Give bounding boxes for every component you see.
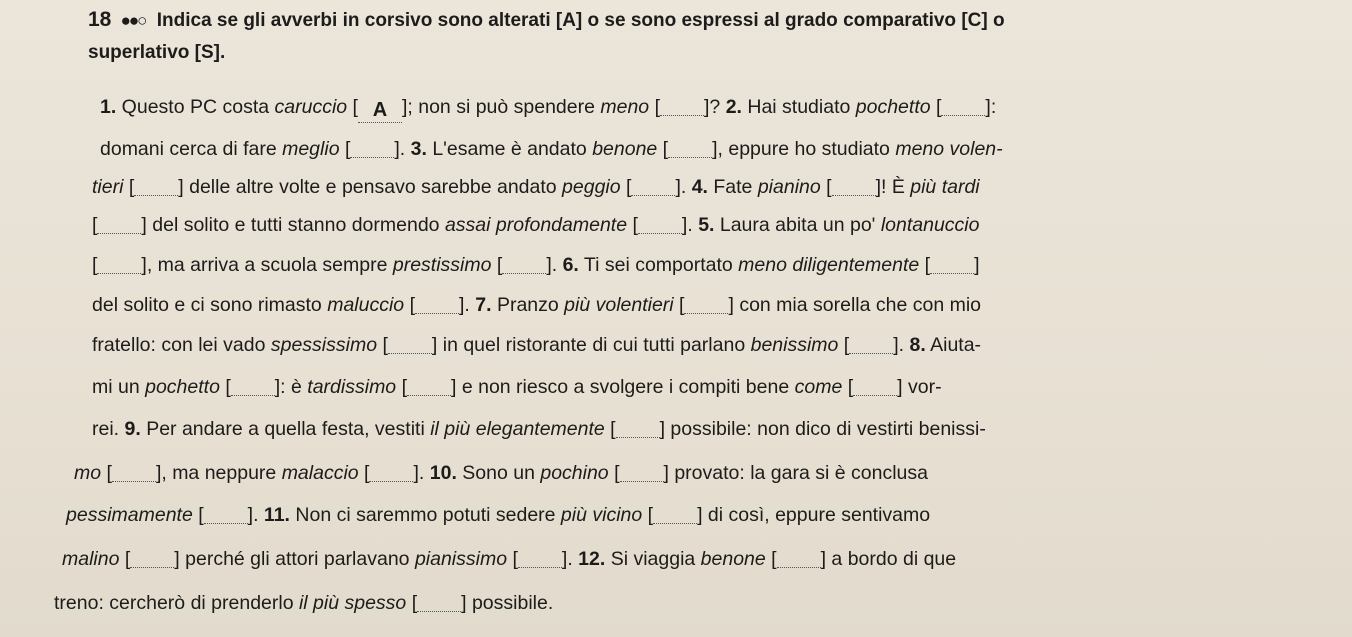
sentence-text: [ <box>396 376 407 398</box>
answer-blank-b20[interactable] <box>853 373 897 396</box>
exercise-heading <box>88 4 1328 69</box>
sentence-text: ]. <box>675 176 692 198</box>
answer-blank-b16[interactable] <box>388 331 432 354</box>
instruction-line-2: superlativo [S]. <box>88 42 226 63</box>
sentence-text: ] con mia sorella che con mio <box>728 294 982 316</box>
adverb-italic: prestissimo <box>392 254 492 276</box>
sentence-text: [ <box>358 462 370 484</box>
adverb-italic: benone <box>592 138 658 160</box>
adverb-italic: malino <box>62 548 120 570</box>
answer-blank-b27[interactable] <box>130 545 174 568</box>
sentence-text: [ <box>820 176 832 198</box>
item-number: 7. <box>475 294 492 316</box>
item-number: 10. <box>429 462 457 484</box>
exercise-number: 18 <box>88 8 112 31</box>
adverb-italic: pochetto <box>855 96 931 118</box>
answer-blank-b23[interactable] <box>369 459 413 482</box>
difficulty-dots: ●●○ <box>120 11 146 30</box>
answer-blank-b29[interactable] <box>777 545 821 568</box>
item-number: 8. <box>909 334 926 356</box>
answer-blank-b3[interactable] <box>941 93 985 116</box>
answer-blank-b4[interactable] <box>350 135 394 158</box>
text-line <box>92 250 979 280</box>
text-line <box>92 372 942 402</box>
answer-blank-b8[interactable] <box>832 173 876 196</box>
text-line <box>92 414 986 444</box>
adverb-italic: il più spesso <box>298 592 407 614</box>
adverb-italic: come <box>794 376 843 398</box>
sentence-text: ]. <box>413 462 430 484</box>
item-number: 3. <box>410 138 427 160</box>
sentence-text: Questo PC costa <box>116 96 275 118</box>
sentence-text: ]. <box>247 504 264 526</box>
item-number: 1. <box>100 96 117 118</box>
sentence-text: Laura abita un po' <box>714 214 881 236</box>
answer-blank-b21[interactable] <box>616 415 660 438</box>
sentence-text: ] delle altre volte e pensavo sarebbe andato <box>178 176 563 198</box>
sentence-text: [ <box>627 214 638 236</box>
answer-blank-b11[interactable] <box>97 251 141 274</box>
text-line <box>62 544 956 574</box>
sentence-text: ]. <box>394 138 411 160</box>
text-line <box>92 172 980 202</box>
text-line <box>54 588 553 618</box>
sentence-text: [ <box>765 548 777 570</box>
answer-blank-b13[interactable] <box>930 251 974 274</box>
adverb-italic: spessissimo <box>270 334 378 356</box>
sentence-text: Hai studiato <box>741 96 856 118</box>
sentence-text: Sono un <box>456 462 541 484</box>
text-line <box>92 330 981 360</box>
sentence-text: ] in quel ristorante di cui tutti parlano <box>431 334 751 356</box>
sentence-text: fratello: con lei vado <box>92 334 271 356</box>
adverb-italic: meno volen- <box>895 138 1003 160</box>
sentence-text: ] provato: la gara si è conclusa <box>663 462 928 484</box>
sentence-text: ]. <box>459 294 476 316</box>
sentence-text: [ <box>219 376 231 398</box>
sentence-text: Ti sei comportato <box>578 254 739 276</box>
sentence-text: [ <box>347 96 358 118</box>
sentence-text: [ <box>101 462 112 484</box>
answer-blank-b17[interactable] <box>849 331 893 354</box>
item-number: 5. <box>698 214 715 236</box>
sentence-text: ] perché gli attori parlavano <box>174 548 415 570</box>
answer-blank-b24[interactable] <box>620 459 664 482</box>
sentence-text: ], ma neppure <box>155 462 282 484</box>
answer-blank-b12[interactable] <box>502 251 546 274</box>
answer-blank-b18[interactable] <box>231 373 275 396</box>
adverb-italic: tardissimo <box>307 376 397 398</box>
adverb-italic: malaccio <box>281 462 359 484</box>
sentence-text: ]? <box>704 96 726 118</box>
sentence-text: ]. <box>893 334 910 356</box>
sentence-text: [ <box>92 254 98 276</box>
sentence-text: [ <box>491 254 503 276</box>
adverb-italic: pessimamente <box>66 504 193 526</box>
sentence-text: [ <box>119 548 131 570</box>
instruction-line-1: Indica se gli avverbi in corsivo sono alterati [A] o se sono espressi al grado comparativo [C] o <box>156 10 1005 31</box>
answer-blank-b22[interactable] <box>112 459 156 482</box>
adverb-italic: più vicino <box>560 504 643 526</box>
sentence-text: [ <box>123 176 135 198</box>
sentence-text: ]. <box>681 214 699 236</box>
text-line <box>100 134 1003 164</box>
answer-blank-b1[interactable]: A <box>358 100 402 123</box>
sentence-text: [ <box>92 214 98 236</box>
sentence-text: ] <box>974 254 980 276</box>
sentence-text: [ <box>604 418 616 440</box>
sentence-text: Per andare a quella festa, vestiti <box>140 418 431 440</box>
answer-blank-b5[interactable] <box>668 135 712 158</box>
sentence-text: del solito e ci sono rimasto <box>92 294 328 316</box>
adverb-italic: maluccio <box>327 294 405 316</box>
sentence-text: [ <box>507 548 518 570</box>
adverb-italic: pianissimo <box>414 548 508 570</box>
text-line <box>66 500 930 530</box>
sentence-text: ], ma arriva a scuola sempre <box>141 254 393 276</box>
adverb-italic: pochetto <box>145 376 220 398</box>
sentence-text: Fate <box>707 176 758 198</box>
text-line <box>100 92 996 123</box>
item-number: 11. <box>263 504 290 526</box>
sentence-text: ] vor- <box>897 376 942 398</box>
text-line <box>74 458 928 488</box>
sentence-text: Non ci saremmo potuti sedere <box>289 504 561 526</box>
sentence-text: ]: è <box>274 376 308 398</box>
sentence-text: ]; non si può spendere <box>401 96 601 118</box>
answer-blank-b15[interactable] <box>684 291 728 314</box>
item-number: 6. <box>562 254 579 276</box>
sentence-text: [ <box>377 334 388 356</box>
sentence-text: ] a bordo di que <box>820 548 957 570</box>
sentence-text: ] di così, eppure sentivamo <box>697 504 931 526</box>
answer-blank-b6[interactable] <box>134 173 178 196</box>
sentence-text: domani cerca di fare <box>100 138 283 160</box>
sentence-text: ]: <box>985 96 997 118</box>
sentence-text: [ <box>192 504 204 526</box>
adverb-italic: tieri <box>92 176 124 198</box>
sentence-text: ]. <box>546 254 563 276</box>
sentence-text: [ <box>406 592 418 614</box>
sentence-text: ] del solito e tutti stanno dormendo <box>141 214 445 236</box>
sentence-text: treno: cercherò di prenderlo <box>54 592 299 614</box>
adverb-italic: meno <box>600 96 650 118</box>
sentence-text: Pranzo <box>491 294 565 316</box>
sentence-text: [ <box>930 96 942 118</box>
text-line <box>92 210 979 240</box>
sentence-text: ] e non riesco a svolgere i compiti bene <box>451 376 795 398</box>
adverb-italic: meglio <box>282 138 340 160</box>
adverb-italic: caruccio <box>274 96 348 118</box>
item-number: 12. <box>578 548 606 570</box>
sentence-text: [ <box>608 462 620 484</box>
sentence-text: [ <box>620 176 632 198</box>
item-number: 4. <box>691 176 708 198</box>
sentence-text: ] possibile: non dico di vestirti benissi- <box>659 418 986 440</box>
text-line <box>92 290 981 320</box>
sentence-text: mi un <box>92 376 146 398</box>
answer-blank-b26[interactable] <box>653 501 697 524</box>
answer-blank-b19[interactable] <box>407 373 451 396</box>
sentence-text: [ <box>838 334 850 356</box>
adverb-italic: pochino <box>540 462 609 484</box>
answer-blank-b14[interactable] <box>415 291 459 314</box>
adverb-italic: più tardi <box>910 176 980 198</box>
sentence-text: Aiuta- <box>925 334 982 356</box>
adverb-italic: assai profondamente <box>444 214 628 236</box>
adverb-italic: più volentieri <box>564 294 674 316</box>
answer-blank-b2[interactable] <box>660 93 704 116</box>
sentence-text: [ <box>642 504 654 526</box>
adverb-italic: il più elegantemente <box>430 418 605 440</box>
sentence-text: [ <box>339 138 351 160</box>
sentence-text: ]. <box>561 548 579 570</box>
adverb-italic: lontanuccio <box>880 214 980 236</box>
adverb-italic: pianino <box>757 176 821 198</box>
adverb-italic: peggio <box>562 176 621 198</box>
adverb-italic: mo <box>74 462 102 484</box>
answer-blank-b25[interactable] <box>204 501 248 524</box>
answer-blank-b10[interactable] <box>638 211 682 234</box>
sentence-text: [ <box>842 376 854 398</box>
sentence-text: [ <box>657 138 669 160</box>
sentence-text: rei. <box>92 418 125 440</box>
answer-blank-b30[interactable] <box>417 589 461 612</box>
sentence-text: ] possibile. <box>461 592 554 614</box>
sentence-text: L'esame è andato <box>426 138 593 160</box>
sentence-text: [ <box>919 254 931 276</box>
answer-blank-b7[interactable] <box>631 173 675 196</box>
item-number: 9. <box>124 418 141 440</box>
sentence-text: Si viaggia <box>605 548 701 570</box>
sentence-text: ], eppure ho studiato <box>712 138 896 160</box>
adverb-italic: benone <box>700 548 766 570</box>
item-number: 2. <box>725 96 742 118</box>
answer-blank-b28[interactable] <box>518 545 562 568</box>
adverb-italic: meno diligentemente <box>738 254 920 276</box>
sentence-text: ]! È <box>875 176 911 198</box>
sentence-text: [ <box>673 294 685 316</box>
adverb-italic: benissimo <box>750 334 839 356</box>
answer-blank-b9[interactable] <box>97 211 141 234</box>
sentence-text: [ <box>649 96 660 118</box>
sentence-text: [ <box>404 294 415 316</box>
